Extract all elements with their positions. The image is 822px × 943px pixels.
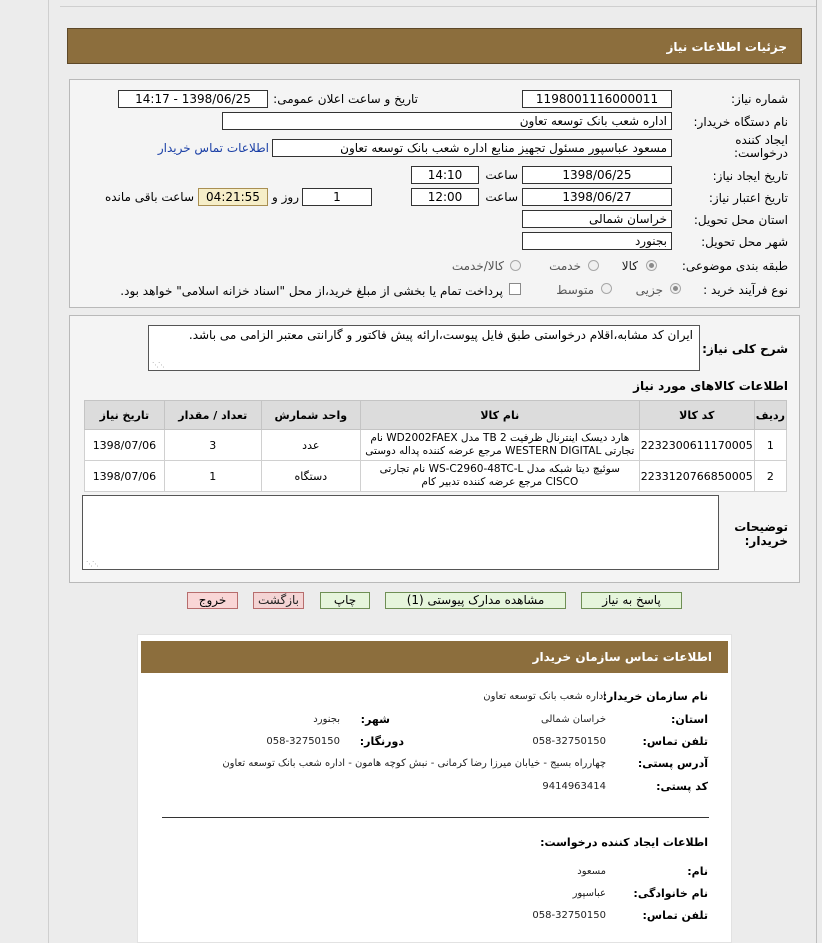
province-field: خراسان شمالی	[522, 210, 672, 228]
fax-value: 058-32750150	[266, 736, 340, 747]
city-field: بجنورد	[522, 232, 672, 250]
back-button[interactable]: بازگشت	[253, 592, 304, 609]
city-value: بجنورد	[313, 714, 340, 725]
category-option-service: خدمت	[549, 259, 581, 273]
phone-label: تلفن تماس:	[642, 735, 708, 748]
col-qty: تعداد / مقدار	[164, 401, 261, 430]
table-row	[85, 461, 787, 492]
first-name-value: مسعود	[577, 866, 606, 877]
validity-time-label: ساعت	[485, 190, 518, 204]
validity-date-label: تاریخ اعتبار نیاز:	[708, 191, 788, 205]
print-button[interactable]: چاپ	[320, 592, 370, 609]
days-label: روز و	[272, 190, 299, 204]
requester-field: مسعود عباسپور مسئول تجهیز منابع اداره شعب بانک توسعه تعاون	[272, 139, 672, 157]
creator-phone-label: تلفن تماس:	[642, 909, 708, 922]
fax-label: دورنگار:	[359, 735, 404, 748]
city-label: شهر:	[360, 713, 390, 726]
buyer-contact-link[interactable]: اطلاعات تماس خریدار	[157, 141, 269, 155]
announce-field: 1398/06/25 - 14:17	[118, 90, 268, 108]
item-code: 2232300611170005	[639, 430, 754, 461]
item-date: 1398/07/06	[85, 430, 165, 461]
need-number-label: شماره نیاز:	[731, 92, 788, 106]
item-code: 2233120766850005	[639, 461, 754, 492]
phone-value: 058-32750150	[532, 736, 606, 747]
col-name: نام کالا	[360, 401, 639, 430]
need-number-field: 1198001116000011	[522, 90, 672, 108]
province-label: استان:	[671, 713, 708, 726]
item-name-line: CISCO مرجع عرضه کننده تدبیر کام	[421, 476, 579, 488]
category-option-goods: کالا	[621, 259, 638, 273]
creator-section-title: اطلاعات ایجاد کننده درخواست:	[540, 836, 708, 849]
created-date-label: تاریخ ایجاد نیاز:	[712, 169, 788, 183]
buyer-org-field: اداره شعب بانک توسعه تعاون	[222, 112, 672, 130]
item-unit: عدد	[261, 430, 360, 461]
category-option-goods-service: کالا/خدمت	[451, 259, 504, 273]
item-name	[360, 461, 639, 492]
col-code: کد کالا	[639, 401, 754, 430]
process-label: نوع فرآیند خرید :	[703, 283, 788, 297]
created-date-field: 1398/06/25	[522, 166, 672, 184]
items-section-title: اطلاعات کالاهای مورد نیاز	[633, 379, 788, 393]
exit-button[interactable]: خروج	[187, 592, 238, 609]
process-radio-medium[interactable]	[601, 283, 612, 294]
last-name-value: عباسپور	[572, 888, 606, 899]
resize-grip-icon[interactable]: ⋰⋰	[86, 560, 98, 568]
buyer-notes-textarea	[82, 495, 719, 570]
requester-label: ایجاد کننده درخواست:	[734, 133, 788, 160]
table-header-row	[85, 401, 787, 430]
announce-label: تاریخ و ساعت اعلان عمومی:	[273, 92, 418, 106]
page-top-rule	[60, 6, 816, 7]
contact-card-header: اطلاعات تماس سازمان خریدار	[141, 641, 728, 673]
process-option-minor: جزیی	[635, 283, 663, 297]
row-number: 1	[754, 430, 786, 461]
col-unit: واحد شمارش	[261, 401, 360, 430]
category-radio-service[interactable]	[588, 260, 599, 271]
created-time-label: ساعت	[485, 168, 518, 182]
description-label: شرح کلی نیاز:	[702, 342, 788, 356]
col-date: تاریخ نیاز	[85, 401, 165, 430]
page-title: جزئیات اطلاعات نیاز	[67, 28, 802, 64]
item-date: 1398/07/06	[85, 461, 165, 492]
org-name-value: اداره شعب بانک توسعه تعاون	[483, 691, 606, 702]
page-left-rule	[48, 0, 49, 943]
postal-code-label: کد پستی:	[656, 780, 708, 793]
address-label: آدرس پستی:	[637, 757, 708, 770]
creator-phone-value: 058-32750150	[532, 910, 606, 921]
page-right-rule	[816, 0, 817, 943]
item-qty: 1	[164, 461, 261, 492]
table-row	[85, 430, 787, 461]
item-name-line: تجارتی WESTERN DIGITAL مرجع عرضه کننده پداله دوستی	[365, 445, 635, 457]
description-textarea	[148, 325, 700, 371]
last-name-label: نام خانوادگی:	[633, 887, 708, 900]
process-radio-minor[interactable]	[670, 283, 681, 294]
col-row: ردیف	[754, 401, 786, 430]
days-remaining-field: 1	[302, 188, 372, 206]
category-radio-goods-service[interactable]	[510, 260, 521, 271]
treasury-payment-checkbox[interactable]	[509, 283, 521, 295]
province-label: استان محل تحویل:	[693, 213, 788, 227]
item-qty: 3	[164, 430, 261, 461]
row-number: 2	[754, 461, 786, 492]
validity-time-field: 12:00	[411, 188, 479, 206]
description-text: ایران کد مشابه،اقلام درخواستی طبق فایل پیوست،ارائه پیش فاکتور و گارانتی معتبر الزامی می باشد.	[188, 328, 693, 342]
address-value: چهارراه بسیج - خیابان میرزا رضا کرمانی - نبش کوچه هامون - اداره شعب بانک توسعه تعاون	[222, 758, 606, 769]
process-option-medium: متوسط	[556, 283, 594, 297]
city-label: شهر محل تحویل:	[701, 235, 788, 249]
first-name-label: نام:	[687, 865, 708, 878]
org-name-label: نام سازمان خریدار:	[602, 690, 708, 703]
items-table	[84, 400, 787, 492]
category-label: طبقه بندی موضوعی:	[681, 259, 788, 273]
item-unit: دستگاه	[261, 461, 360, 492]
postal-code-value: 9414963414	[542, 781, 606, 792]
view-attachments-button[interactable]: مشاهده مدارک پیوستی (1)	[385, 592, 566, 609]
resize-grip-icon[interactable]: ⋰⋰	[152, 361, 164, 369]
buyer-org-label: نام دستگاه خریدار:	[693, 115, 788, 129]
item-name	[360, 430, 639, 461]
buyer-notes-label: توضیحات خریدار:	[734, 520, 788, 548]
treasury-payment-note: پرداخت تمام یا بخشی از مبلغ خرید،از محل "اسناد خزانه اسلامی" خواهد بود.	[120, 284, 503, 298]
remaining-time-field: 04:21:55	[198, 188, 268, 206]
remaining-time-label: ساعت باقی مانده	[104, 190, 194, 204]
category-radio-goods[interactable]	[646, 260, 657, 271]
item-name-line: هارد دیسک اینترنال ظرفیت 2 TB مدل WD2002FAEX نام	[370, 432, 630, 444]
item-name-line: سوئیچ دیتا شبکه مدل WS-C2960-48TC-L نام تجارتی	[379, 463, 620, 475]
reply-button[interactable]: پاسخ به نیاز	[581, 592, 682, 609]
validity-date-field: 1398/06/27	[522, 188, 672, 206]
contact-divider	[162, 817, 709, 818]
created-time-field: 14:10	[411, 166, 479, 184]
province-value: خراسان شمالی	[540, 714, 606, 725]
